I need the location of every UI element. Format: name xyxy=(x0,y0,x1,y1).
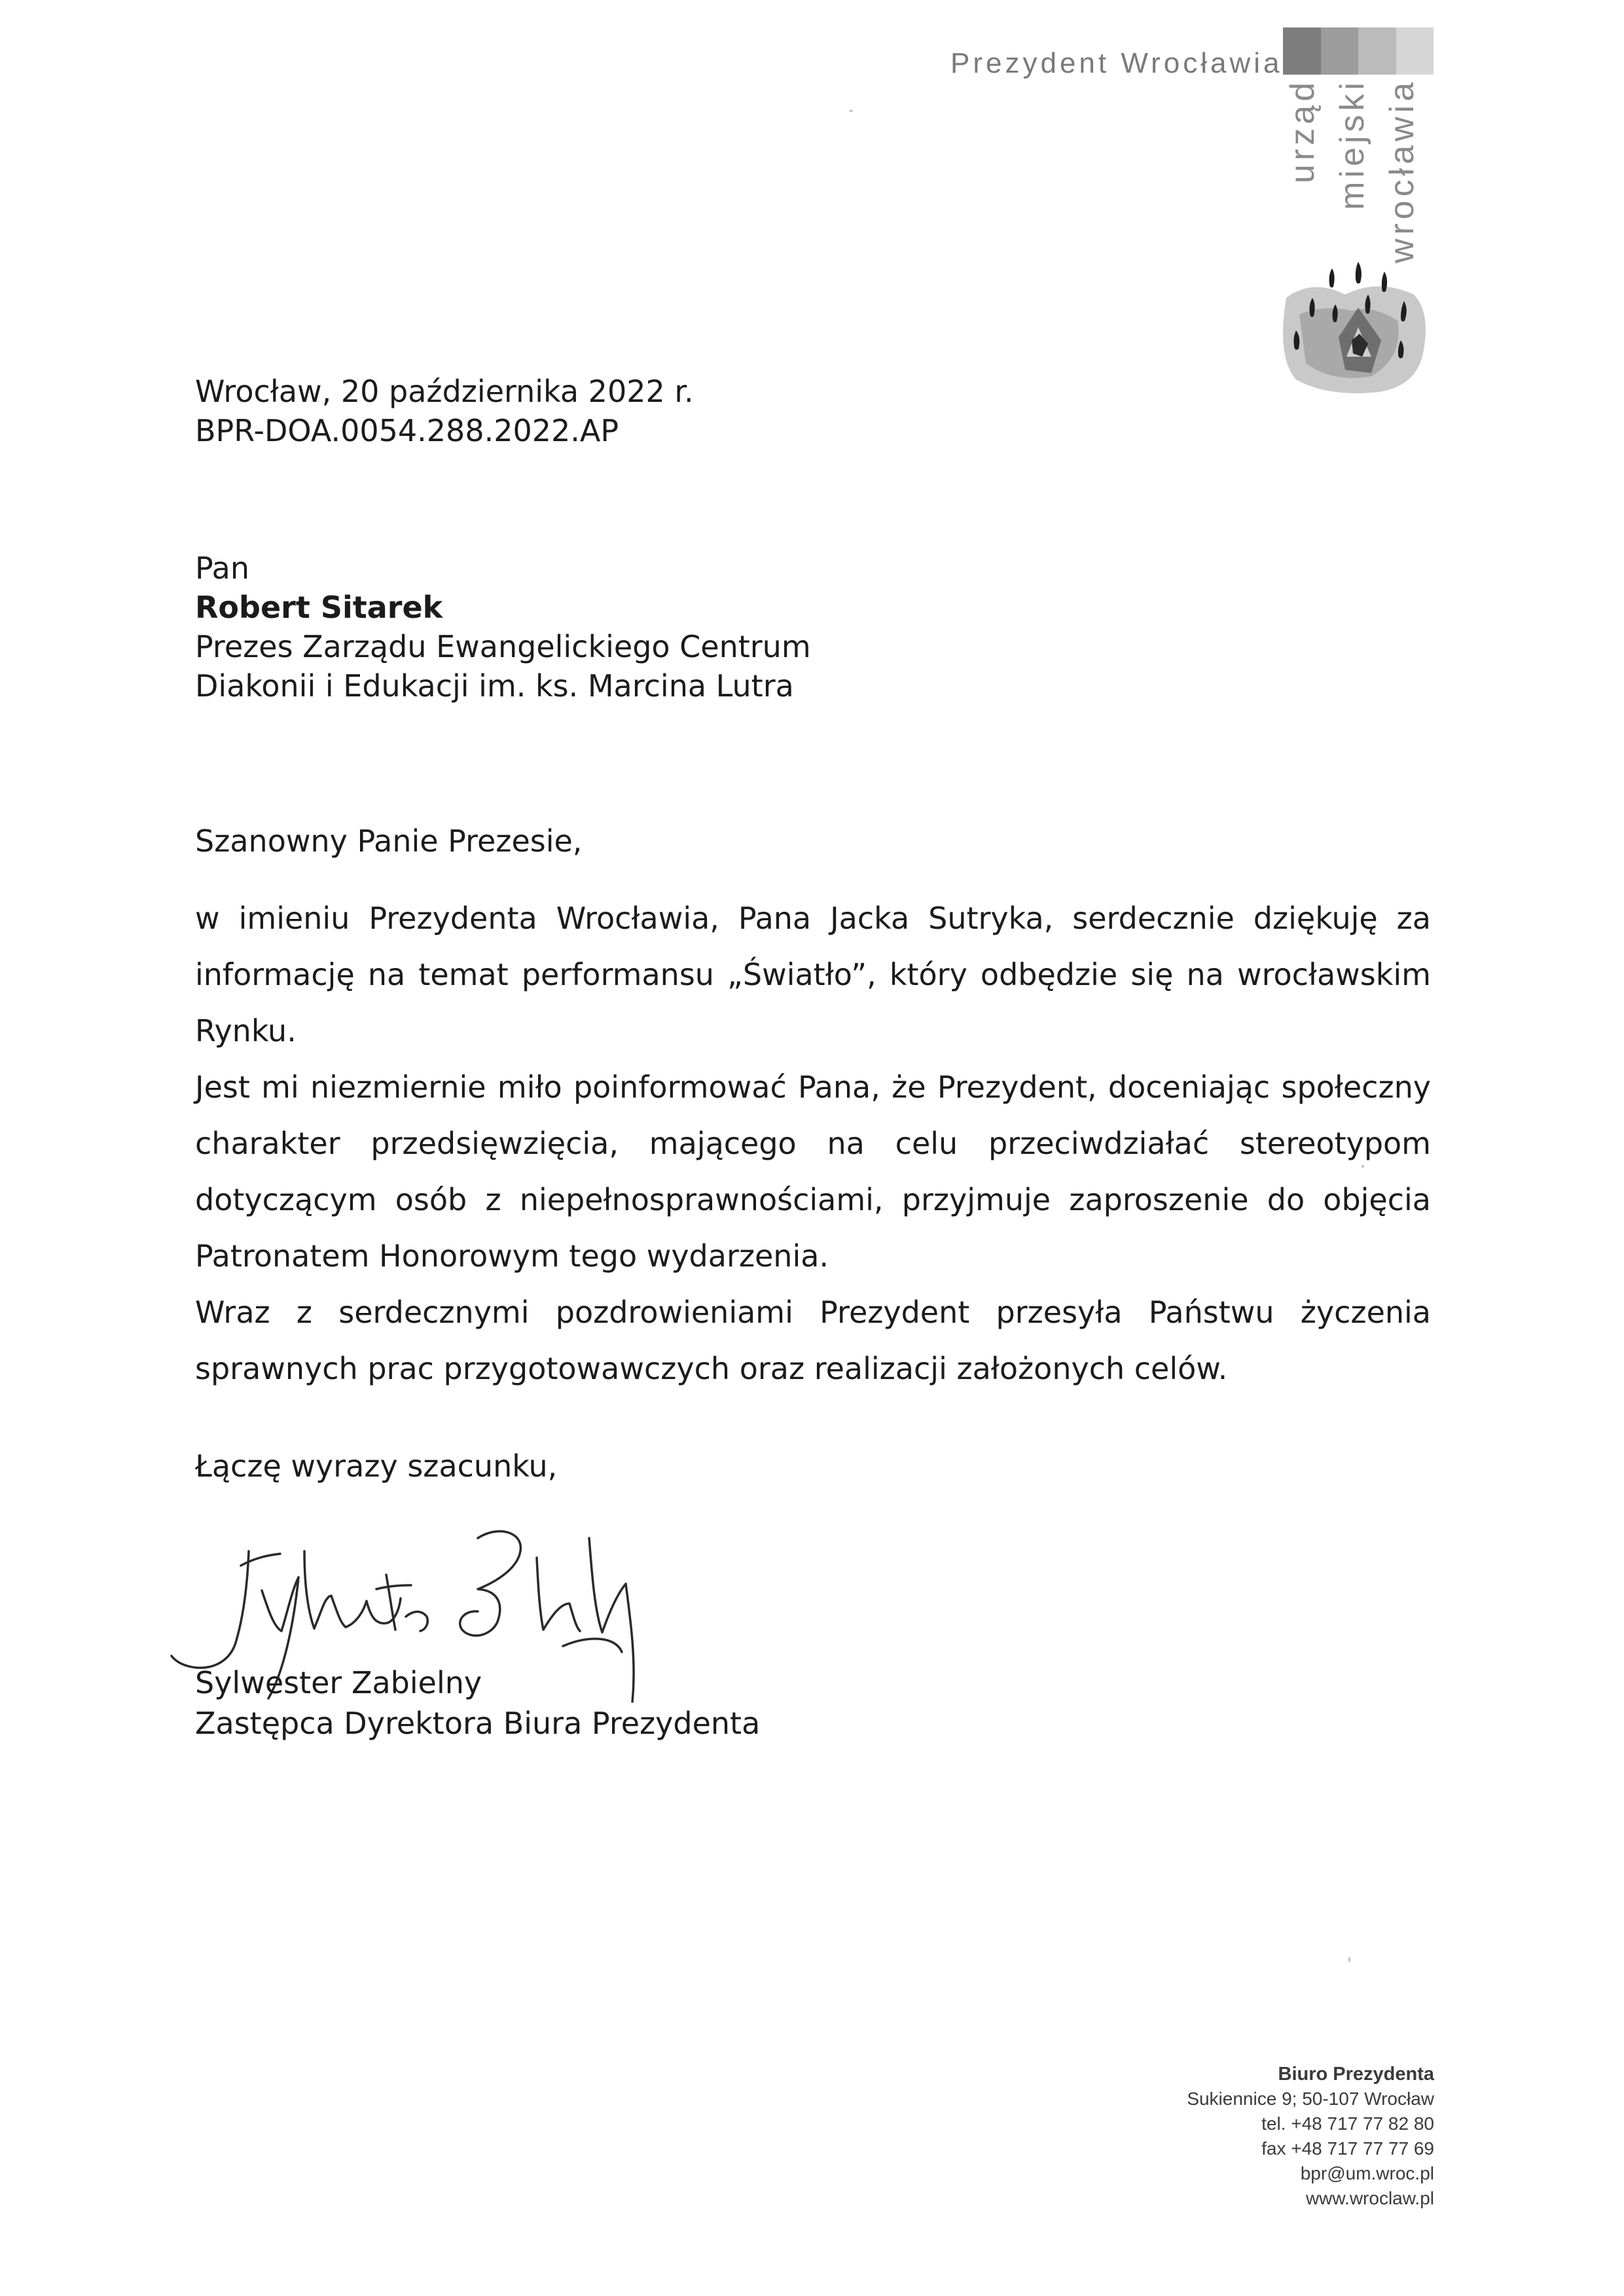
logo-strip-segment xyxy=(1358,27,1396,75)
paragraph-line: sprawnych prac przygotowawczych oraz realizacji założonych celów. xyxy=(195,1351,1228,1386)
city-emblem-icon xyxy=(1273,259,1434,399)
logo-line-text: miejski xyxy=(1333,79,1371,210)
brand-title: Prezydent Wrocławia xyxy=(950,47,1283,79)
footer-office-name: Biuro Prezydenta xyxy=(1278,2064,1434,2085)
signer-title: Zastępca Dyrektora Biura Prezydenta xyxy=(195,1706,761,1741)
footer-email: bpr@um.wroc.pl xyxy=(1300,2163,1434,2183)
logo-line-text: urząd xyxy=(1284,79,1322,184)
closing-phrase: Łączę wyrazy szacunku, xyxy=(195,1448,558,1484)
recipient-block xyxy=(195,548,811,706)
recipient-name: Robert Sitarek xyxy=(195,590,443,625)
logo-line-urzad xyxy=(1283,79,1322,249)
recipient-position-line: Prezes Zarządu Ewangelickiego Centrum xyxy=(195,629,811,664)
scan-speck xyxy=(1362,1165,1364,1168)
footer-phone: tel. +48 717 77 82 80 xyxy=(1261,2113,1434,2134)
salutation: Szanowny Panie Prezesie, xyxy=(195,823,583,859)
footer-address: Sukiennice 9; 50-107 Wrocław xyxy=(1187,2089,1434,2109)
footer-website: www.wroclaw.pl xyxy=(1305,2188,1434,2208)
paragraph-line: Rynku. xyxy=(195,1013,297,1049)
body-paragraph xyxy=(195,1059,1431,1284)
paragraph-line: dotyczącym osób z niepełnosprawnościami, przyjmuje zaproszenie do objęcia xyxy=(195,1182,1431,1217)
paragraph-line: w imieniu Prezydenta Wrocławia, Pana Jacka Sutryka, serdecznie dziękuję za xyxy=(195,901,1431,936)
letter-reference-number: BPR-DOA.0054.288.2022.AP xyxy=(195,413,619,448)
paragraph-line: charakter przedsięwzięcia, mającego na celu przeciwdziałać stereotypom xyxy=(195,1126,1431,1161)
body-paragraph xyxy=(195,1284,1431,1397)
paragraph-line: informację na temat performansu „Światło”, który odbędzie się na wrocławskim xyxy=(195,957,1431,992)
body-paragraph xyxy=(195,890,1431,1059)
logo-strip-segment xyxy=(1283,27,1321,75)
signer-block xyxy=(195,1662,760,1744)
footer-fax: fax +48 717 77 77 69 xyxy=(1261,2138,1434,2159)
logo-strip-segment xyxy=(1321,27,1359,75)
logo-color-strip xyxy=(1283,27,1434,75)
letter-date: Wrocław, 20 października 2022 r. xyxy=(195,374,694,409)
logo-line-wroclawia xyxy=(1382,79,1422,264)
paragraph-line: Patronatem Honorowym tego wydarzenia. xyxy=(195,1238,829,1274)
scan-speck xyxy=(1348,1957,1350,1962)
logo-line-text: wrocławia xyxy=(1383,79,1421,264)
paragraph-line: Jest mi niezmiernie miło poinformować Pana, że Prezydent, doceniając społeczny xyxy=(195,1069,1431,1105)
logo-strip-segment xyxy=(1396,27,1434,75)
footer-contact xyxy=(1187,2062,1434,2211)
logo-line-miejski xyxy=(1333,79,1372,249)
paragraph-line: Wraz z serdecznymi pozdrowieniami Prezydent przesyła Państwu życzenia xyxy=(195,1295,1431,1330)
signer-name: Sylwester Zabielny xyxy=(195,1665,482,1700)
recipient-title: Pan xyxy=(195,550,250,586)
scan-speck xyxy=(849,110,853,112)
recipient-position-line: Diakonii i Edukacji im. ks. Marcina Lutra xyxy=(195,668,794,704)
